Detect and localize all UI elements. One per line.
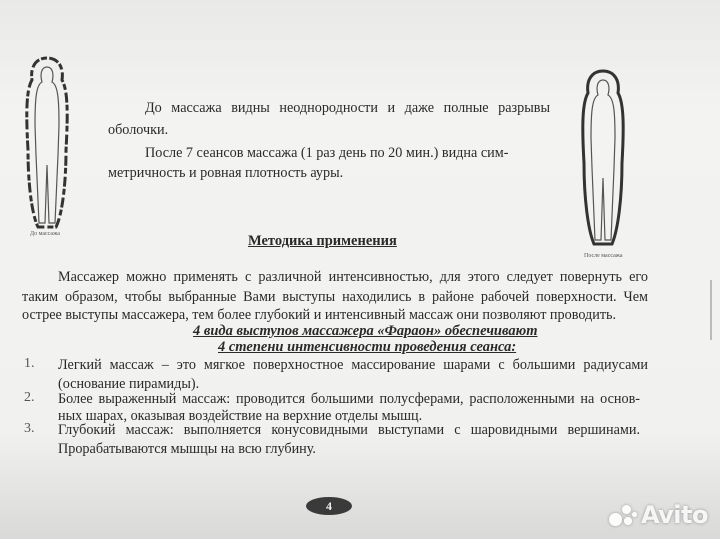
- list-item-2-line2: ных шарах, оказывая воздействие на верхние отделы мышц.: [58, 408, 423, 424]
- list-number: 2.: [24, 390, 35, 405]
- avito-watermark: [609, 501, 708, 529]
- intro-p2-line1: После 7 сеансов массажа (1 раз день по 20 мин.) видна сим-: [145, 145, 509, 161]
- intro-p1-line1: До массажа видны неоднородности и даже полные разрывы: [145, 100, 550, 116]
- section-title: Методика применения: [248, 233, 397, 249]
- list-item-3-line2: Прорабатываются мышцы на всю глубину.: [58, 441, 316, 457]
- body-line2: таким образом, чтобы выбранные Вами выступы находились в районе рабочей поверхности. Чем: [22, 289, 648, 305]
- page-number: 4: [306, 497, 352, 515]
- list-item-3-line1: Глубокий массаж: выполняется конусовидными выступами с шаровидными вершинами.: [58, 422, 640, 438]
- list-item-2-line1: Более выраженный массаж: проводится большими полусферами, расположенными на основ-: [58, 391, 640, 407]
- intro-p1-line2: оболочки.: [108, 122, 169, 138]
- before-caption: До массажа: [30, 231, 60, 237]
- body-line1: Массажер можно применять с различной интенсивностью, для этого следует повернуть его: [58, 269, 648, 285]
- aura-figure-after: [578, 68, 628, 248]
- list-item-1-line2: (основание пирамиды).: [58, 376, 200, 392]
- avito-text: Avito: [640, 501, 708, 529]
- list-number: 1.: [24, 356, 35, 371]
- intro-p2-line2: метричность и ровная плотность ауры.: [108, 165, 344, 181]
- subtitle-line1: 4 вида выступов массажера «Фараон» обеспечивают: [193, 323, 538, 339]
- subtitle-line2: 4 степени интенсивности проведения сеанса:: [218, 339, 517, 355]
- page-edge: [710, 280, 720, 340]
- body-line3: острее выступы массажера, тем более глубокий и интенсивный массаж они позволяют проводить.: [22, 307, 617, 323]
- list-number: 3.: [24, 421, 35, 436]
- aura-figure-before: [22, 55, 72, 230]
- avito-logo-icon: [609, 503, 637, 527]
- list-item-1-line1: Легкий массаж – это мягкое поверхностное массирование шарами с большими радиусами: [58, 357, 648, 373]
- after-caption: После массажа: [584, 253, 623, 259]
